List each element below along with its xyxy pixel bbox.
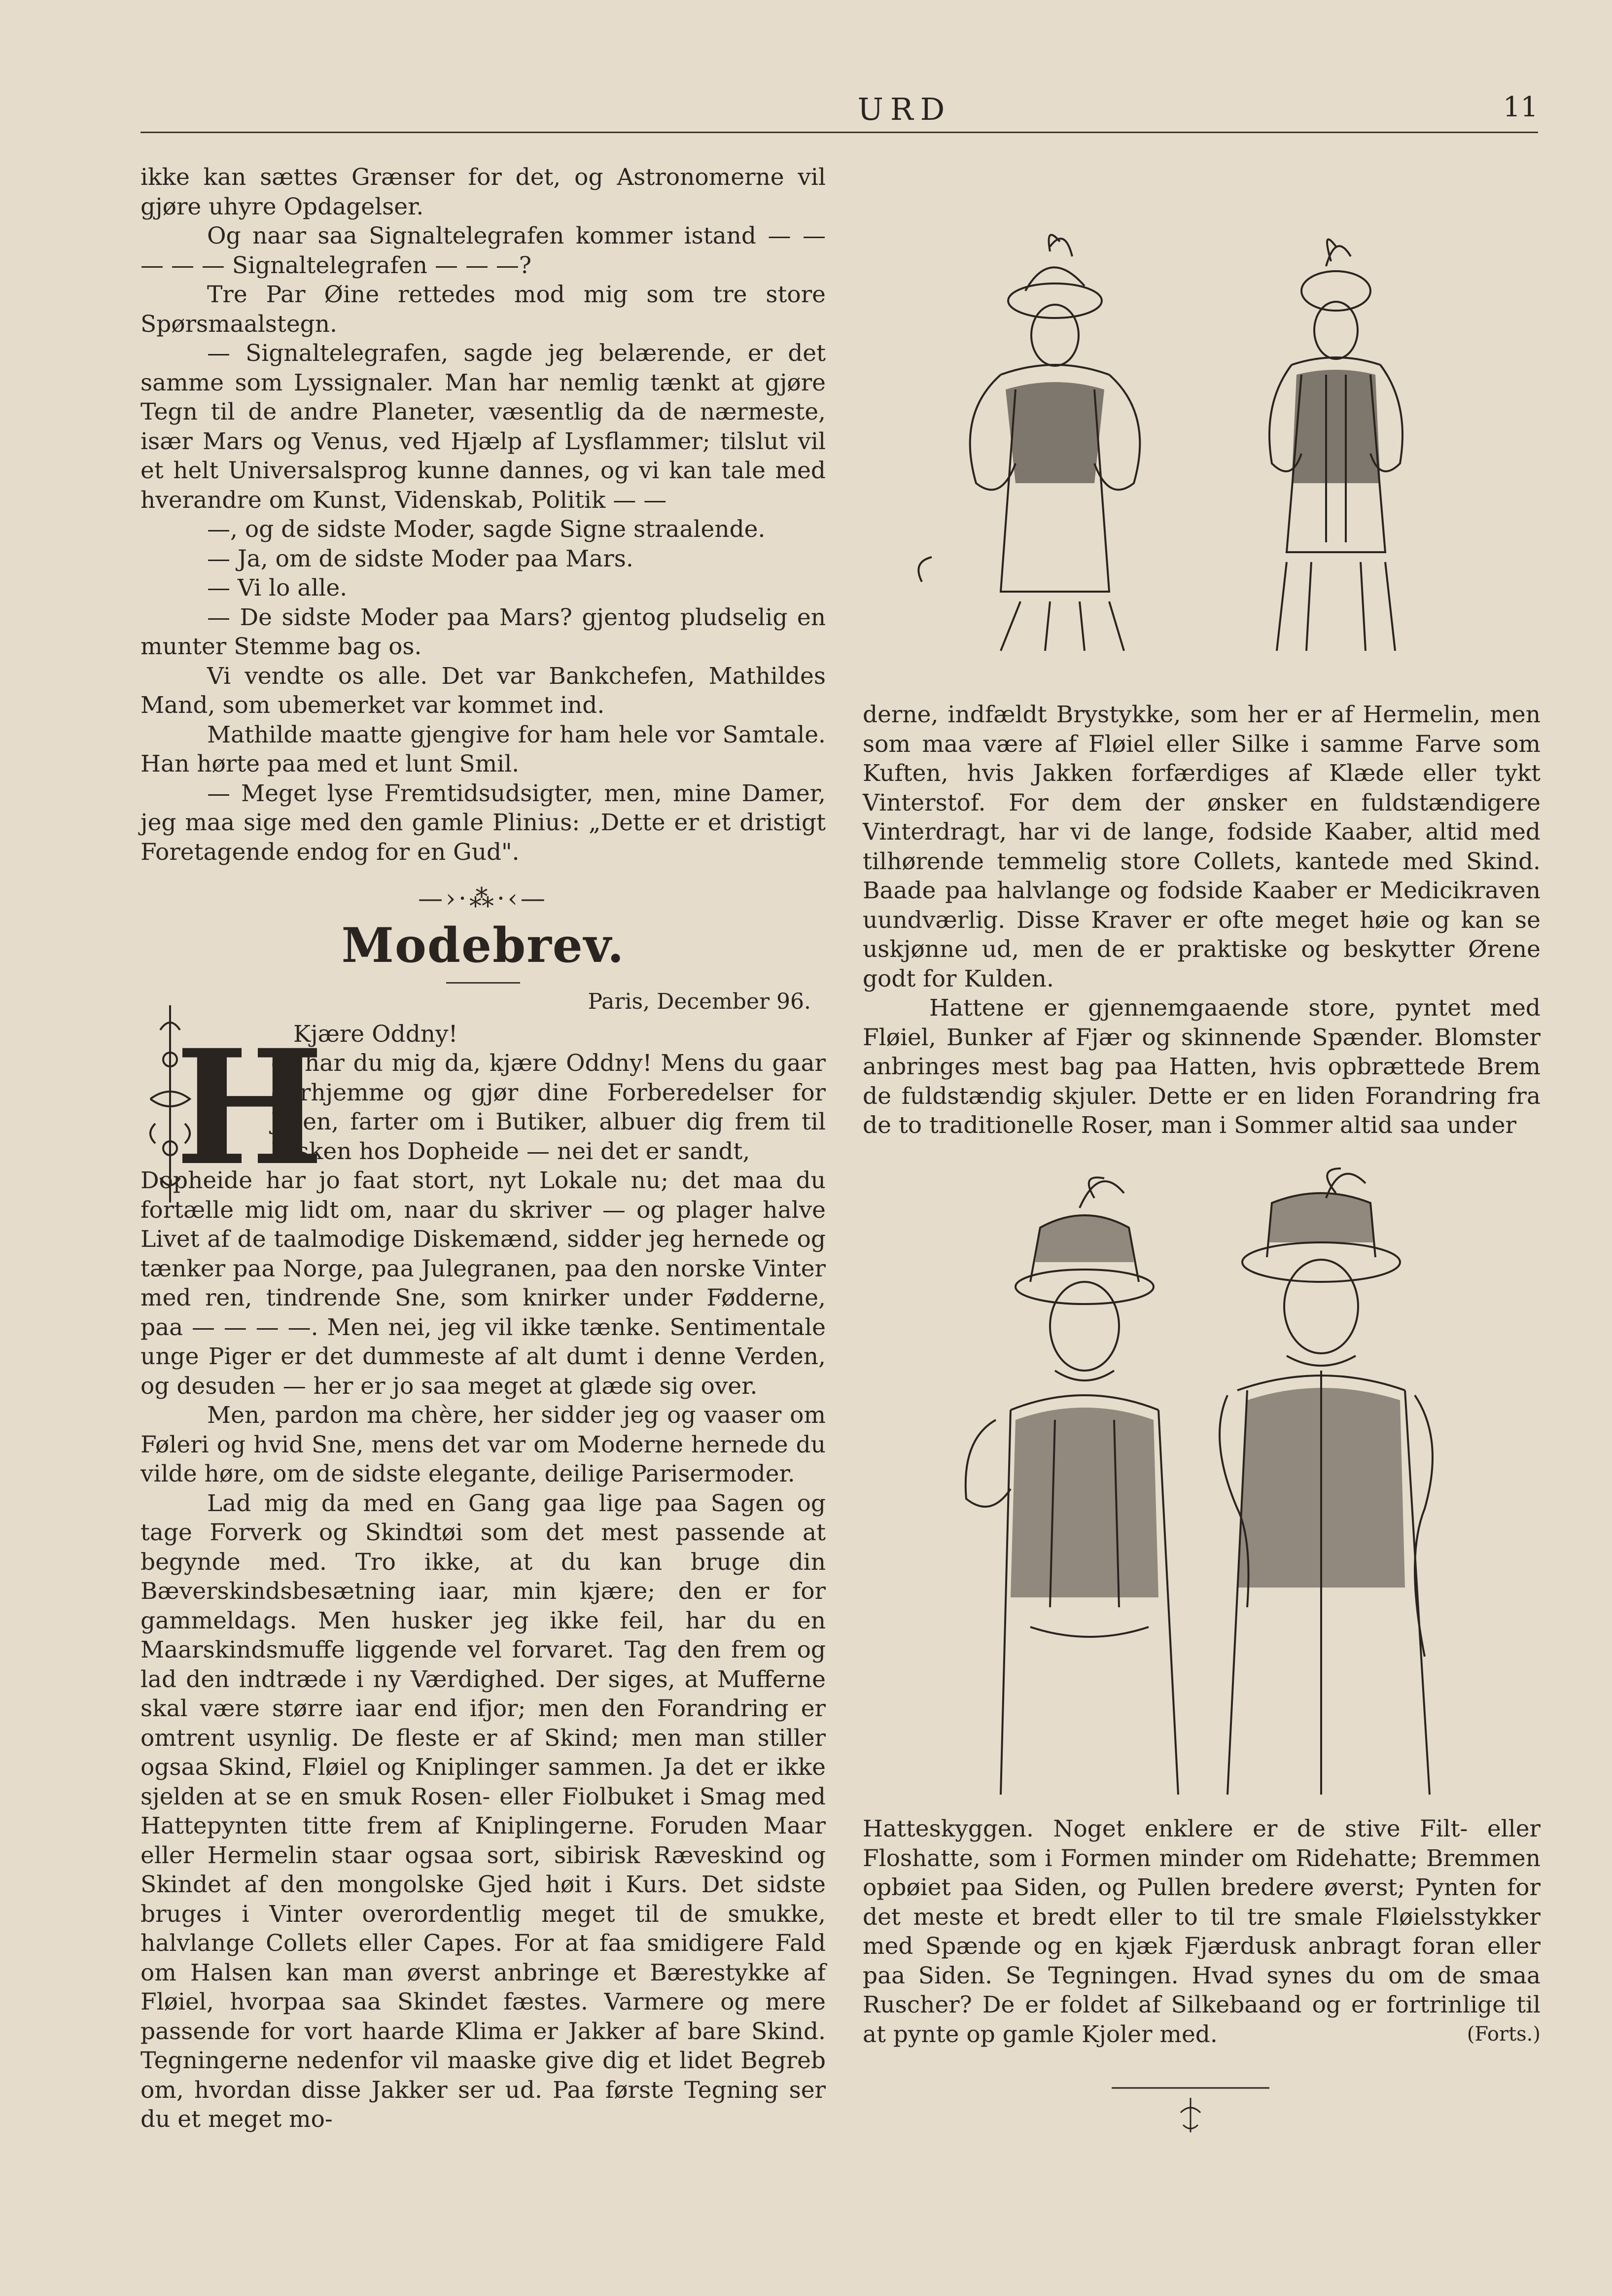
paragraph: Mathilde maatte gjengive for ham hele vor Samtale. Han hørte paa med et lunt Smil. <box>140 721 826 777</box>
fashion-illustration-jackets <box>902 227 1494 656</box>
right-column-upper <box>863 700 1541 1140</box>
svg-text:H: H <box>175 1016 324 1201</box>
paragraph: Lad mig da med en Gang gaa lige paa Sagen og tage Forverk og Skindtøi som det mest passende at begynde med. Tro ikke, at du kan bruge din Bæverskindsbesætning iaar, min kjære; den er for gammeldags. Men husker jeg ikke feil, har du en Maarskindsmuffe liggende vel forvaret. Tag den frem og lad den indtræde i ny Værdighed. Der siges, at Mufferne skal være større iaar end ifjor; men den Forandring er omtrent usynlig. De fleste er af Skind; men man stiller ogsaa Skind, Fløiel og Kniplinger sammen. Ja det er ikke sjelden at se en smuk Rosen- eller Fiolbuket i Smag med Hattepynten titte frem af Kniplingerne. Foruden Maar eller Hermelin staar ogsaa sort, sibirisk Ræveskind og Skindet af den mongolske Gjed høit i Kurs. Det sidste bruges i Vinter overordentlig meget til de smukke, halvlange Collets eller Capes. For at faa smidigere Fald om Halsen kan man øverst anbringe et Bærestykke af Fløiel, hvorpaa saa Skindet fæstes. Varmere og mere passende for vort haarde Klima er Jakker af bare Skind. Tegningerne nedenfor vil maaske give dig et lidet Begreb om, hvordan disse Jakker ser ud. Paa første Tegning ser du et meget mo- <box>140 1489 826 2133</box>
paragraph <box>863 1814 1541 2049</box>
salutation: Kjære Oddny! <box>293 1021 458 1048</box>
decorated-initial-icon <box>140 1000 324 1207</box>
jackets-engraving-icon <box>902 227 1494 656</box>
left-column <box>140 163 826 2134</box>
right-column-lower <box>863 1814 1541 2049</box>
paragraph: — De sidste Moder paa Mars? gjentog pludselig en munter Stemme bag os. <box>140 603 826 660</box>
paragraph: Hattene er gjennemgaaende store, pyntet med Fløiel, Bunker af Fjær og skinnende Spænder. Blomster anbringes mest bag paa Hatten, hvis opbrættede Brem de fuldstændig skjuler. Dette er en liden Forandring fra de to traditionelle Roser, man i Sommer altid saa under <box>863 994 1541 1139</box>
end-ornament-icon <box>1112 2083 1269 2137</box>
paragraph: — Ja, om de sidste Moder paa Mars. <box>207 545 633 572</box>
paragraph: ikke kan sættes Grænser for det, og Astronomerne vil gjøre uhyre Opdagelser. <box>140 164 826 220</box>
paragraph: er har du mig da, kjære Oddny! Mens du gaar derhjemme og gjør dine Forberedelser for Julen, farter om i Butiker, albuer dig frem til Disken hos Dopheide — nei det er sandt, <box>271 1050 826 1165</box>
header-rule <box>140 132 1538 133</box>
running-title: URD <box>857 91 952 127</box>
paragraph: Men, pardon ma chère, her sidder jeg og vaaser om Føleri og hvid Sne, mens det var om Moderne hernede du vilde høre, om de sidste elegante, deilige Parisermoder. <box>140 1402 826 1487</box>
paragraph: — Vi lo alle. <box>207 574 348 601</box>
paragraph: — Signaltelegrafen, sagde jeg belærende, er det samme som Lyssignaler. Man har nemlig tænkt at gjøre Tegn til de andre Planeter, væsentlig da de nærmeste, især Mars og Venus, ved Hjælp af Lysflammer; tilslut vil et helt Universalsprog kunne dannes, og vi kan tale med hverandre om Kunst, Videnskab, Politik — — <box>140 340 826 514</box>
paragraph: Og naar saa Signaltelegrafen kommer istand — — — — — Signaltelegrafen — — —? <box>140 222 826 279</box>
paragraph: —, og de sidste Moder, sagde Signe straalende. <box>207 516 766 543</box>
page-number: 11 <box>1503 91 1538 123</box>
paragraph: — Meget lyse Fremtidsudsigter, men, mine Damer, jeg maa sige med den gamle Plinius: „Dette er et dristigt Foretagende endog for en Gud". <box>140 779 826 866</box>
paragraph: Tre Par Øine rettedes mod mig som tre store Spørsmaalstegn. <box>140 281 826 338</box>
continued-note: (Forts.) <box>1467 2022 1541 2046</box>
paragraph: derne, indfældt Brystykke, som her er af Hermelin, men som maa være af Fløiel eller Silke i samme Farve som Kuften, hvis Jakken forfærdiges af Klæde eller tykt Vinterstof. For dem der ønsker en fuldstændigere Vinterdragt, har vi de lange, fodside Kaaber, altid med tilhørende temmelig store Collets, kantede med Skind. Baade paa halvlange og fodside Kaaber er Medicikraven uundværlig. Disse Kraver er ofte meget høie og kan se uskjønne ud, men de er praktiske og beskytter Ørene godt for Kulden. <box>863 701 1541 992</box>
fashion-illustration-hats <box>932 1164 1479 1804</box>
paragraph-text: Hatteskyggen. Noget enklere er de stive Filt- eller Floshatte, som i Formen minder om Ridehatte; Bremmen opbøiet paa Siden, og Pullen bredere øverst; Pynten for det meste et bredt eller to til tre smale Fløielsstykker med Spænde og en kjæk Fjærdusk anbragt foran eller paa Siden. Se Tegningen. Hvad synes du om de smaa Ruscher? De er foldet af Silkebaand og er fortrinlige til at pynte op gamle Kjoler med. <box>863 1815 1541 2048</box>
paragraph: Vi vendte os alle. Det var Bankchefen, Mathildes Mand, som ubemerket var kommet ind. <box>140 662 826 719</box>
page-header <box>140 91 1538 131</box>
paragraph: Dopheide har jo faat stort, nyt Lokale nu; det maa du fortælle mig lidt om, naar du skriver — og plager halve Livet af de taalmodige Diskemænd, sidder jeg hernede og tænker paa Norge, paa Julegranen, paa den norske Vinter med ren, tindrende Sne, som knirker under Fødderne, paa — — — —. Men nei, jeg vil ikke tænke. Sentimentale unge Piger er det dummeste af alt dumt i denne Verden, og desuden — her er jo saa meget at glæde sig over. <box>140 1167 826 1400</box>
letter-opening <box>140 1016 826 1201</box>
section-ornament: —›·⁂·‹— <box>418 884 548 913</box>
hats-engraving-icon <box>932 1164 1479 1804</box>
section-title: Modebrev. <box>341 918 625 973</box>
title-rule <box>446 982 520 984</box>
dateline: Paris, December 96. <box>588 989 811 1014</box>
